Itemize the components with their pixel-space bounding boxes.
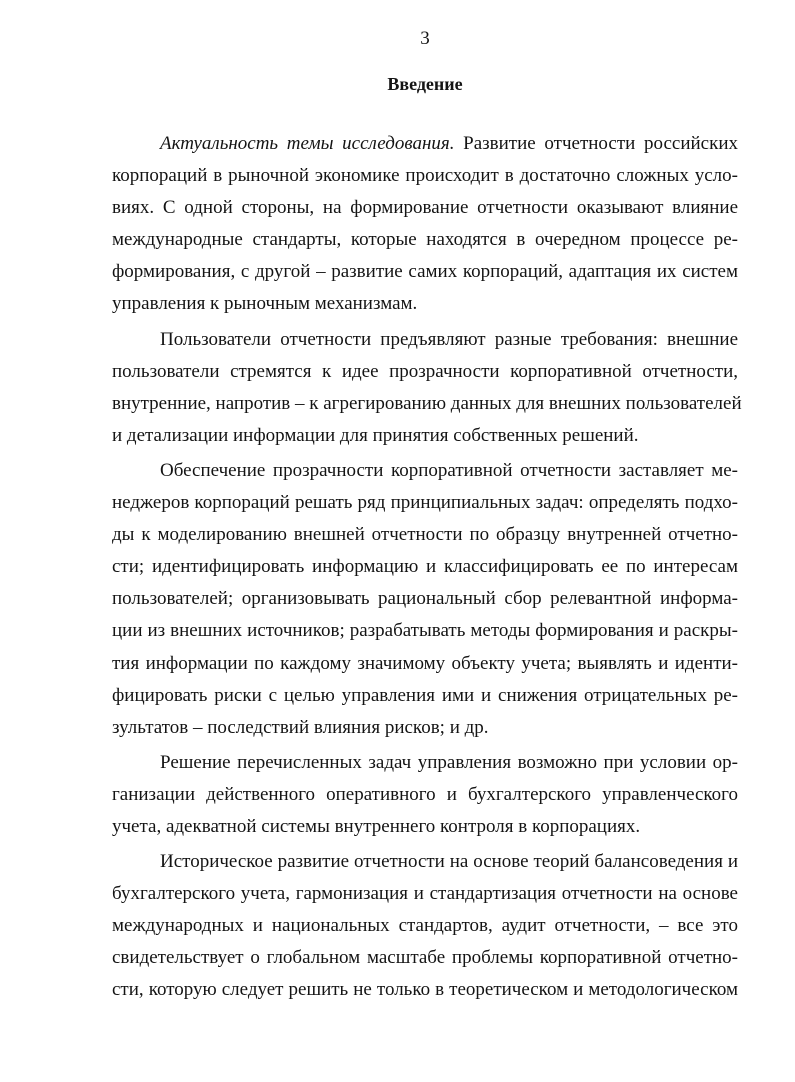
paragraph-line: внутренние, напротив – к агрегированию данных для внешних пользователей [112,392,742,414]
paragraph-line: фицировать риски с целью управления ими и снижения отрицательных ре- [112,684,738,706]
paragraph-line: управления к рыночным механизмам. [112,293,418,315]
paragraph-line: Историческое развитие отчетности на основе теорий балансоведения и [160,851,738,873]
paragraph-line: свидетельствует о глобальном масштабе проблемы корпоративной отчетно- [112,947,738,969]
paragraph-line: ганизации действенного оперативного и бухгалтерского управленческого [112,783,738,805]
paragraph-5 [112,846,738,1006]
paragraph-line: корпораций в рыночной экономике происходит в достаточно сложных усло- [112,165,738,187]
italic-lead-phrase: Актуальность темы исследования. [160,133,455,154]
paragraph-line: пользователи стремятся к идее прозрачности корпоративной отчетности, [112,360,738,382]
paragraph-line: сти, которую следует решить не только в теоретическом и методологическом [112,979,738,1001]
paragraph-line: учета, адекватной системы внутреннего контроля в корпорациях. [112,815,641,837]
page-number: 3 [420,28,430,49]
paragraph-line: международные стандарты, которые находятся в очередном процессе ре- [112,229,738,251]
paragraph-line: Решение перечисленных задач управления возможно при условии ор- [160,751,738,773]
paragraph-text: Развитие отчетности российских [454,133,738,154]
paragraph-line: сти; идентифицировать информацию и классифицировать ее по интересам [112,556,738,578]
paragraph-line: и детализации информации для принятия собственных решений. [112,424,639,446]
paragraph-3 [112,455,738,744]
paragraph-line: формирования, с другой – развитие самих корпораций, адаптация их систем [112,261,738,283]
body-text [112,128,742,1010]
paragraph-line: ды к моделированию внешней отчетности по образцу внутренней отчетно- [112,524,738,546]
paragraph-line [112,128,738,160]
paragraph-line: тия информации по каждому значимому объекту учета; выявлять и иденти- [112,652,738,674]
paragraph-4 [112,747,738,843]
paragraph-1 [112,128,738,321]
paragraph-line: ции из внешних источников; разрабатывать методы формирования и раскры- [112,620,738,642]
paragraph-line: неджеров корпораций решать ряд принципиальных задач: определять подхо- [112,492,738,514]
paragraph-line: Пользователи отчетности предъявляют разные требования: внешние [160,328,738,350]
paragraph-line: бухгалтерского учета, гармонизация и стандартизация отчетности на основе [112,883,738,905]
paragraph-line: зультатов – последствий влияния рисков; и др. [112,716,489,738]
paragraph-line: Обеспечение прозрачности корпоративной отчетности заставляет ме- [160,459,738,481]
section-heading: Введение [387,74,463,94]
paragraph-2 [112,324,742,452]
paragraph-line: виях. С одной стороны, на формирование отчетности оказывают влияние [112,197,738,219]
paragraph-line: пользователей; организовывать рациональный сбор релевантной информа- [112,588,738,610]
paragraph-line: международных и национальных стандартов, аудит отчетности, – все это [112,915,738,937]
